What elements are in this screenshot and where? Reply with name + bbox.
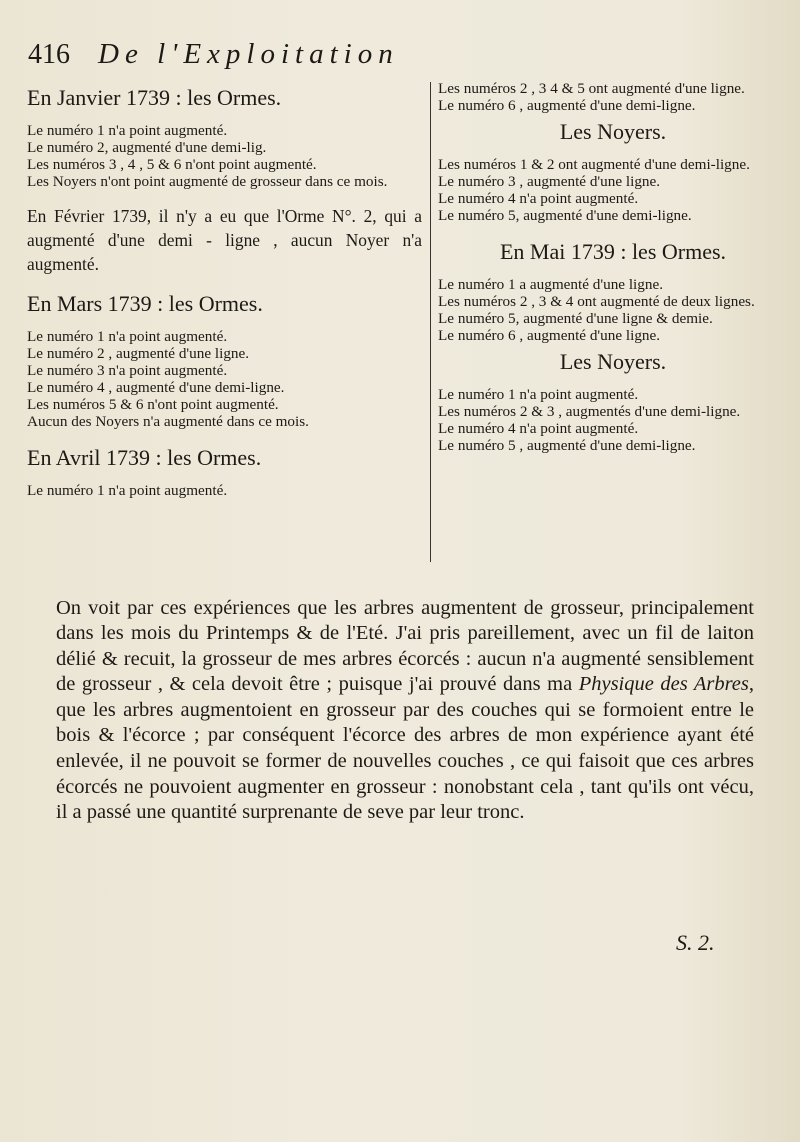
list-item: Le numéro 3 n'a point augmenté. bbox=[27, 362, 228, 379]
list-item: Le numéro 1 n'a point augmenté. bbox=[27, 482, 228, 499]
list-item: Les Noyers n'ont point augmenté de grosseur dans ce mois. bbox=[27, 173, 388, 190]
list-item: Le numéro 3 , augmenté d'une ligne. bbox=[438, 173, 661, 190]
list-item: Le numéro 5, augmenté d'une demi-ligne. bbox=[438, 207, 692, 224]
list-item: Le numéro 2 , augmenté d'une ligne. bbox=[27, 345, 250, 362]
list-item: Les numéros 2 , 3 4 & 5 ont augmenté d'une ligne. bbox=[438, 80, 745, 97]
list-item: Le numéro 6 , augmenté d'une ligne. bbox=[438, 327, 661, 344]
list-item: Le numéro 2, augmenté d'une demi-lig. bbox=[27, 139, 267, 156]
list-item: Aucun des Noyers n'a augmenté dans ce mois. bbox=[27, 413, 309, 430]
may-heading: En Mai 1739 : les Ormes. bbox=[499, 239, 727, 264]
list-item: Les numéros 2 & 3 , augmentés d'une demi-ligne. bbox=[438, 403, 741, 420]
noyers-heading: Les Noyers. bbox=[559, 119, 667, 144]
left-column bbox=[27, 80, 422, 499]
signature-mark: S. 2. bbox=[676, 930, 715, 955]
list-item: Le numéro 1 n'a point augmenté. bbox=[27, 122, 228, 139]
list-item: Le numéro 4 n'a point augmenté. bbox=[438, 420, 639, 437]
list-item: Le numéro 1 n'a point augmenté. bbox=[27, 328, 228, 345]
list-item: Le numéro 5 , augmenté d'une demi-ligne. bbox=[438, 437, 696, 454]
april-heading: En Avril 1739 : les Ormes. bbox=[27, 445, 262, 470]
noyers-heading: Les Noyers. bbox=[559, 349, 667, 374]
running-title: De l'Exploitation bbox=[98, 38, 399, 70]
body-text-part1: On voit par ces expériences que les arbres augmentent de grosseur, principalement dans les mois du Printemps & de l'Eté. J'ai pris pareillement, avec un fil de laiton délié & recuit, la grosseur de mes arbres écorcés : aucun n'a augmenté sensiblement de grosseur , & cela devoit être ; puisque j'ai prouvé dans ma bbox=[56, 596, 754, 696]
page-number: 416 bbox=[28, 39, 70, 70]
list-item: Les numéros 5 & 6 n'ont point augmenté. bbox=[27, 396, 279, 413]
body-paragraph bbox=[56, 596, 754, 826]
running-head bbox=[28, 38, 728, 71]
book-title-italic: Physique des Arbres bbox=[578, 673, 749, 696]
body-text-part2: , que les arbres augmentoient en grosseur par des couches qui se formoient entre le bois & l'écorce ; par conséquent l'écorce des arbres de mon expérience ayant été enlevée, il ne pouvoit se former de nouvelles couches , ce qui faisoit que ces arbres écorcés ne pouvoient augmenter en grosseur : nonobstant cela , tant qu'ils ont vécu, il a passé une quantité surprenante de seve par leur tronc. bbox=[56, 673, 754, 824]
february-paragraph: En Février 1739, il n'y a eu que l'Orme N°. 2, qui a augmenté d'une demi - ligne , aucun Noyer n'a augmenté. bbox=[27, 206, 422, 274]
list-item: Le numéro 4 , augmenté d'une demi-ligne. bbox=[27, 379, 285, 396]
column-divider bbox=[430, 82, 431, 562]
january-heading: En Janvier 1739 : les Ormes. bbox=[27, 85, 282, 110]
list-item: Les numéros 2 , 3 & 4 ont augmenté de deux lignes. bbox=[438, 293, 755, 310]
march-heading: En Mars 1739 : les Ormes. bbox=[27, 291, 263, 316]
list-item: Les numéros 1 & 2 ont augmenté d'une demi-ligne. bbox=[438, 156, 750, 173]
list-item: Le numéro 1 n'a point augmenté. bbox=[438, 386, 639, 403]
list-item: Le numéro 5, augmenté d'une ligne & demie. bbox=[438, 310, 713, 327]
list-item: Les numéros 3 , 4 , 5 & 6 n'ont point augmenté. bbox=[27, 156, 317, 173]
list-item: Le numéro 6 , augmenté d'une demi-ligne. bbox=[438, 97, 696, 114]
list-item: Le numéro 1 a augmenté d'une ligne. bbox=[438, 276, 663, 293]
right-column bbox=[438, 80, 788, 454]
list-item: Le numéro 4 n'a point augmenté. bbox=[438, 190, 639, 207]
